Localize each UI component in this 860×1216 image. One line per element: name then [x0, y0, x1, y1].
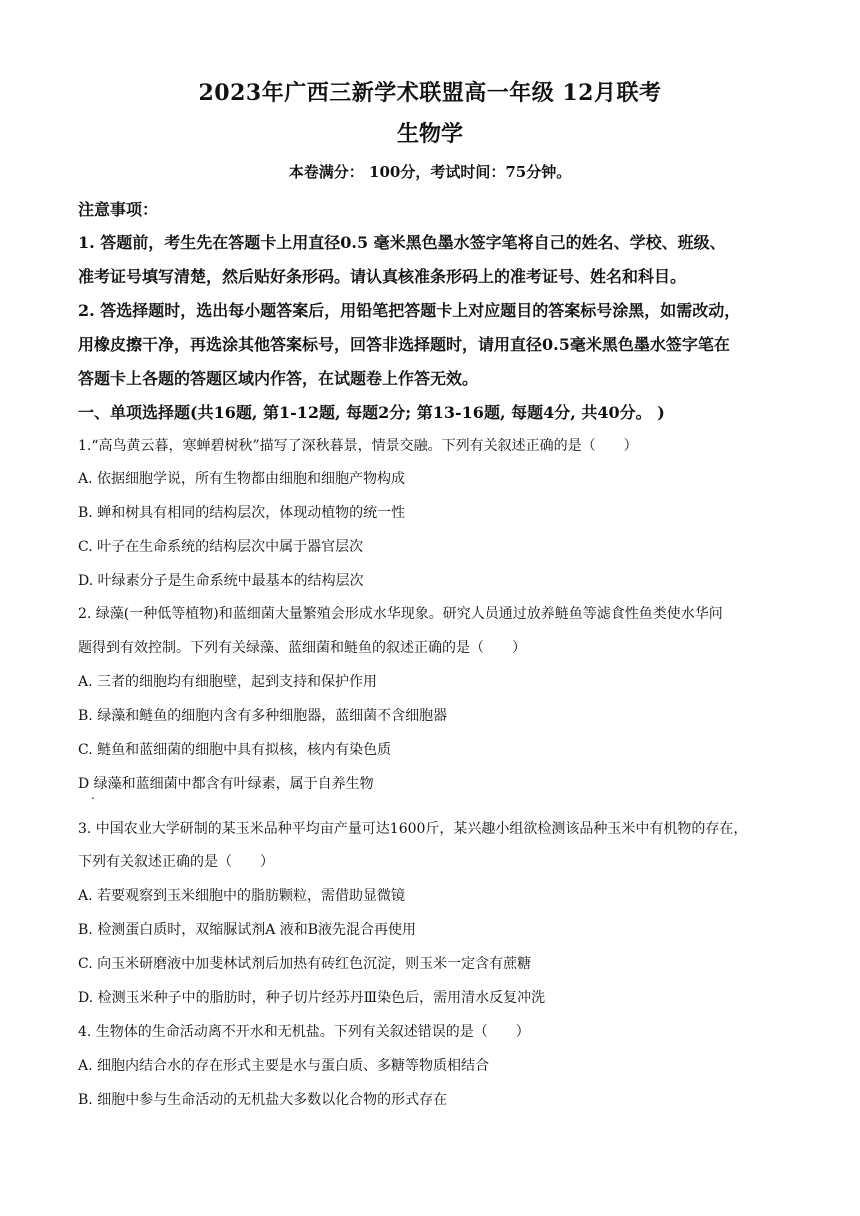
option-d: D. 叶绿素分子是生命系统中最基本的结构层次: [78, 573, 364, 589]
notice-line: 1. 答题前，考生先在答题卡上用直径0.5 毫米黑色墨水签字笔将自己的姓名、学校、班级、: [78, 233, 726, 252]
option-a: A. 细胞内结合水的存在形式主要是水与蛋白质、多糖等物质相结合: [78, 1058, 490, 1074]
question-stem-cont: 题得到有效控制。下列有关绿藻、蓝细菌和鲢鱼的叙述正确的是（ ）: [78, 640, 526, 656]
option-c: C. 叶子在生命系统的结构层次中属于器官层次: [78, 539, 364, 555]
exam-title: 2023年广西三新学术联盟高一年级 12月联考: [198, 80, 662, 106]
option-a: A. 三者的细胞均有细胞壁，起到支持和保护作用: [78, 674, 378, 690]
question-stem: 2. 绿藻(一种低等植物)和蓝细菌大量繁殖会形成水华现象。研究人员通过放养鲢鱼等滤食性鱼类使水华问: [78, 606, 723, 622]
notice-heading: 注意事项：: [78, 200, 159, 219]
stray-dot: .: [91, 788, 95, 802]
notice-line: 准考证号填写清楚，然后贴好条形码。请认真核准条形码上的准考证号、姓名和科目。: [78, 267, 687, 286]
option-c: C. 向玉米研磨液中加斐林试剂后加热有砖红色沉淀，则玉米一定含有蔗糖: [78, 956, 532, 972]
option-b: B. 检测蛋白质时，双缩脲试剂A 液和B液先混合再使用: [78, 922, 417, 938]
notice-line: 2. 答选择题时，选出每小题答案后，用铅笔把答题卡上对应题目的答案标号涂黑，如需改动，: [78, 301, 741, 320]
option-b: B. 蝉和树具有相同的结构层次，体现动植物的统一性: [78, 505, 406, 521]
option-b: B. 细胞中参与生命活动的无机盐大多数以化合物的形式存在: [78, 1092, 448, 1108]
option-d: D. 检测玉米种子中的脂肪时，种子切片经苏丹Ⅲ染色后，需用清水反复冲洗: [78, 990, 546, 1006]
subject-title: 生物学: [396, 121, 463, 147]
option-d: D 绿藻和蓝细菌中都含有叶绿素，属于自养生物: [78, 776, 374, 792]
section-heading: 一、单项选择题(共16题, 第1-12题, 每题2分; 第13-16题, 每题4分, 共40分。 ): [78, 403, 665, 422]
question-stem: 4. 生物体的生命活动离不开水和无机盐。下列有关叙述错误的是（ ）: [78, 1024, 530, 1040]
question-stem: 3. 中国农业大学研制的某玉米品种平均亩产量可达1600斤，某兴趣小组欲检测该品种玉米中有机物的存在，: [78, 821, 748, 837]
option-b: B. 绿藻和鲢鱼的细胞内含有多种细胞器，蓝细菌不含细胞器: [78, 708, 448, 724]
question-stem: 1.“高鸟黄云暮，寒蝉碧树秋”描写了深秋暮景，情景交融。下列有关叙述正确的是（ ）: [78, 438, 638, 454]
notice-line: 答题卡上各题的答题区域内作答，在试题卷上作答无效。: [78, 369, 479, 388]
option-a: A. 若要观察到玉米细胞中的脂肪颗粒，需借助显微镜: [78, 888, 406, 904]
notice-line: 用橡皮擦干净，再选涂其他答案标号，回答非选择题时，请用直径0.5毫米黑色墨水签字笔在: [78, 335, 730, 354]
option-a: A. 依据细胞学说，所有生物都由细胞和细胞产物构成: [78, 471, 406, 487]
question-stem-cont: 下列有关叙述正确的是（ ）: [78, 854, 274, 870]
exam-info: 本卷满分： 100分，考试时间：75分钟。: [288, 163, 572, 181]
option-c: C. 鲢鱼和蓝细菌的细胞中具有拟核，核内有染色质: [78, 742, 392, 758]
